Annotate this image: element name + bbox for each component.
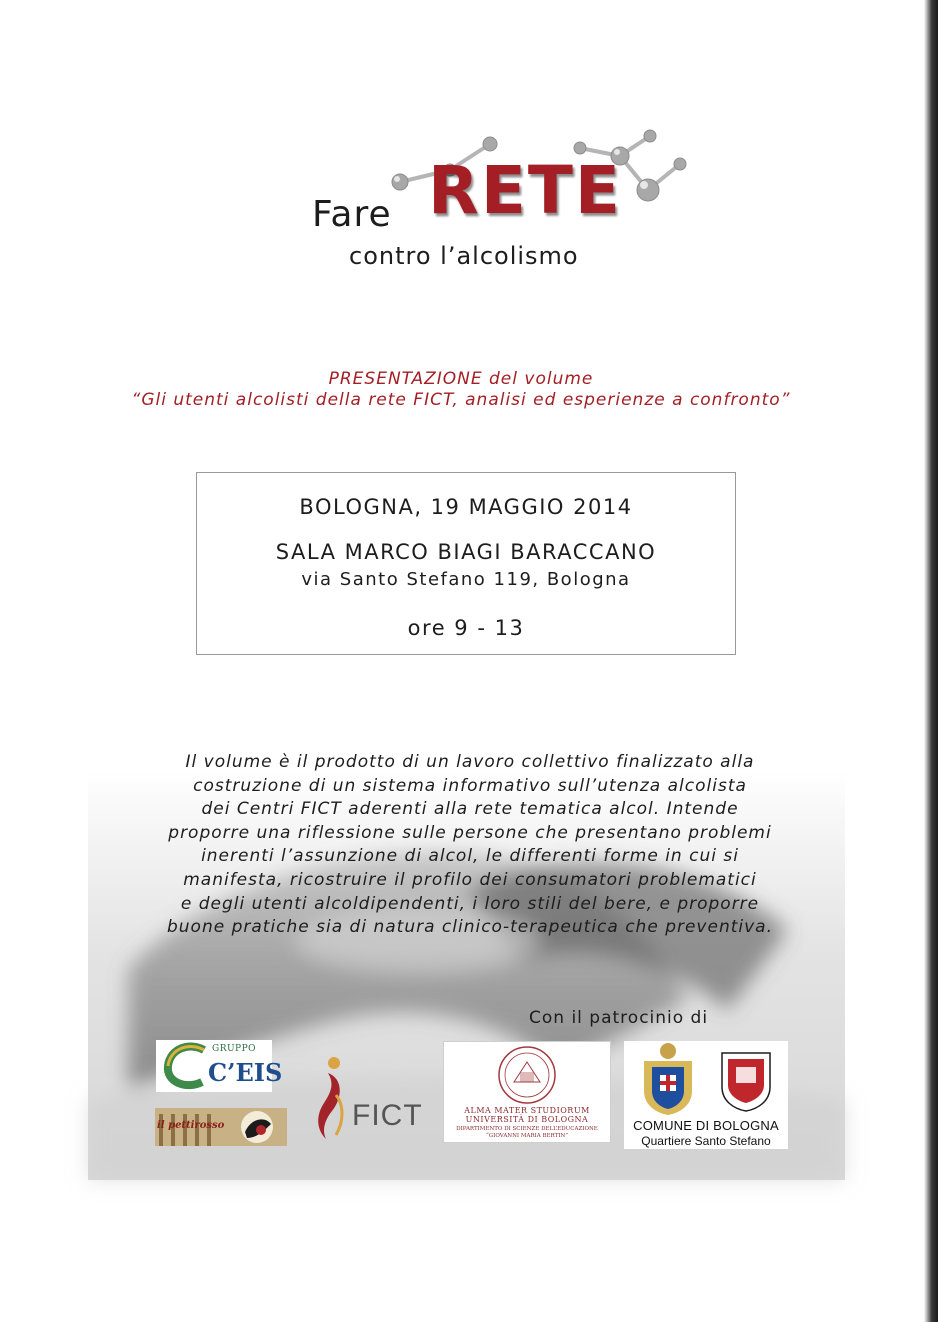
description-line: inerenti l’assunzione di alcol, le differenti forme in cui si <box>201 846 739 867</box>
fict-text: FICT <box>352 1099 423 1132</box>
fict-figure-icon <box>314 1055 354 1143</box>
fict-logo <box>312 1055 428 1143</box>
description-text <box>150 751 790 940</box>
unibo-line4: “GIOVANNI MARIA BERTIN” <box>485 1133 569 1139</box>
unibo-line2: UNIVERSITÀ DI BOLOGNA <box>465 1115 589 1124</box>
event-date: BOLOGNA, 19 MAGGIO 2014 <box>299 495 633 519</box>
ceis-name-text: C’EIS <box>208 1058 283 1087</box>
presentation-heading: PRESENTAZIONE del volume <box>328 369 594 389</box>
logo-fare-rete <box>300 130 700 280</box>
event-address: via Santo Stefano 119, Bologna <box>301 569 631 590</box>
book-title: “Gli utenti alcolisti della rete FICT, analisi ed esperienze a confronto” <box>131 390 791 410</box>
logo-word-fare: Fare <box>312 194 392 235</box>
description-line: proporre una riflessione sulle persone che presentano problemi <box>168 822 772 843</box>
description-line: dei Centri FICT aderenti alla rete tematica alcol. Intende <box>201 799 739 820</box>
unibo-line3: DIPARTIMENTO DI SCIENZE DELL’EDUCAZIONE <box>456 1126 598 1132</box>
page-edge-shadow <box>924 0 938 1322</box>
pettirosso-logo <box>155 1108 287 1146</box>
pettirosso-text: il pettirosso <box>157 1120 225 1131</box>
description-line: Il volume è il prodotto di un lavoro collettivo finalizzato alla <box>185 752 755 772</box>
event-venue: SALA MARCO BIAGI BARACCANO <box>275 540 657 564</box>
ceis-logo <box>156 1040 283 1092</box>
description-line: buone pratiche sia di natura clinico-terapeutica che preventiva. <box>166 917 773 938</box>
unibo-logo <box>443 1041 611 1143</box>
patronage-label: Con il patrocinio di <box>529 1008 709 1028</box>
ceis-gruppo-text: GRUPPO <box>212 1044 257 1054</box>
description-line: costruzione di un sistema informativo sull’utenza alcolista <box>193 775 747 796</box>
unibo-seal-icon <box>444 1042 610 1106</box>
comune-bologna-logo <box>624 1041 788 1149</box>
unibo-line1: ALMA MATER STUDIORUM <box>464 1106 590 1115</box>
comune-coat-of-arms-icon <box>624 1041 788 1117</box>
event-time: ore 9 - 13 <box>407 616 525 640</box>
comune-name-text: COMUNE DI BOLOGNA <box>633 1118 779 1133</box>
event-details-box <box>196 472 736 655</box>
description-line: manifesta, ricostruire il profilo dei consumatori problematici <box>183 869 757 890</box>
description-line: e degli utenti alcoldipendenti, i loro stili del bere, e proporre <box>180 893 760 914</box>
logo-subtitle: contro l’alcolismo <box>349 242 579 270</box>
comune-district-text: Quartiere Santo Stefano <box>641 1134 771 1148</box>
logo-word-rete: RETE <box>428 152 623 229</box>
